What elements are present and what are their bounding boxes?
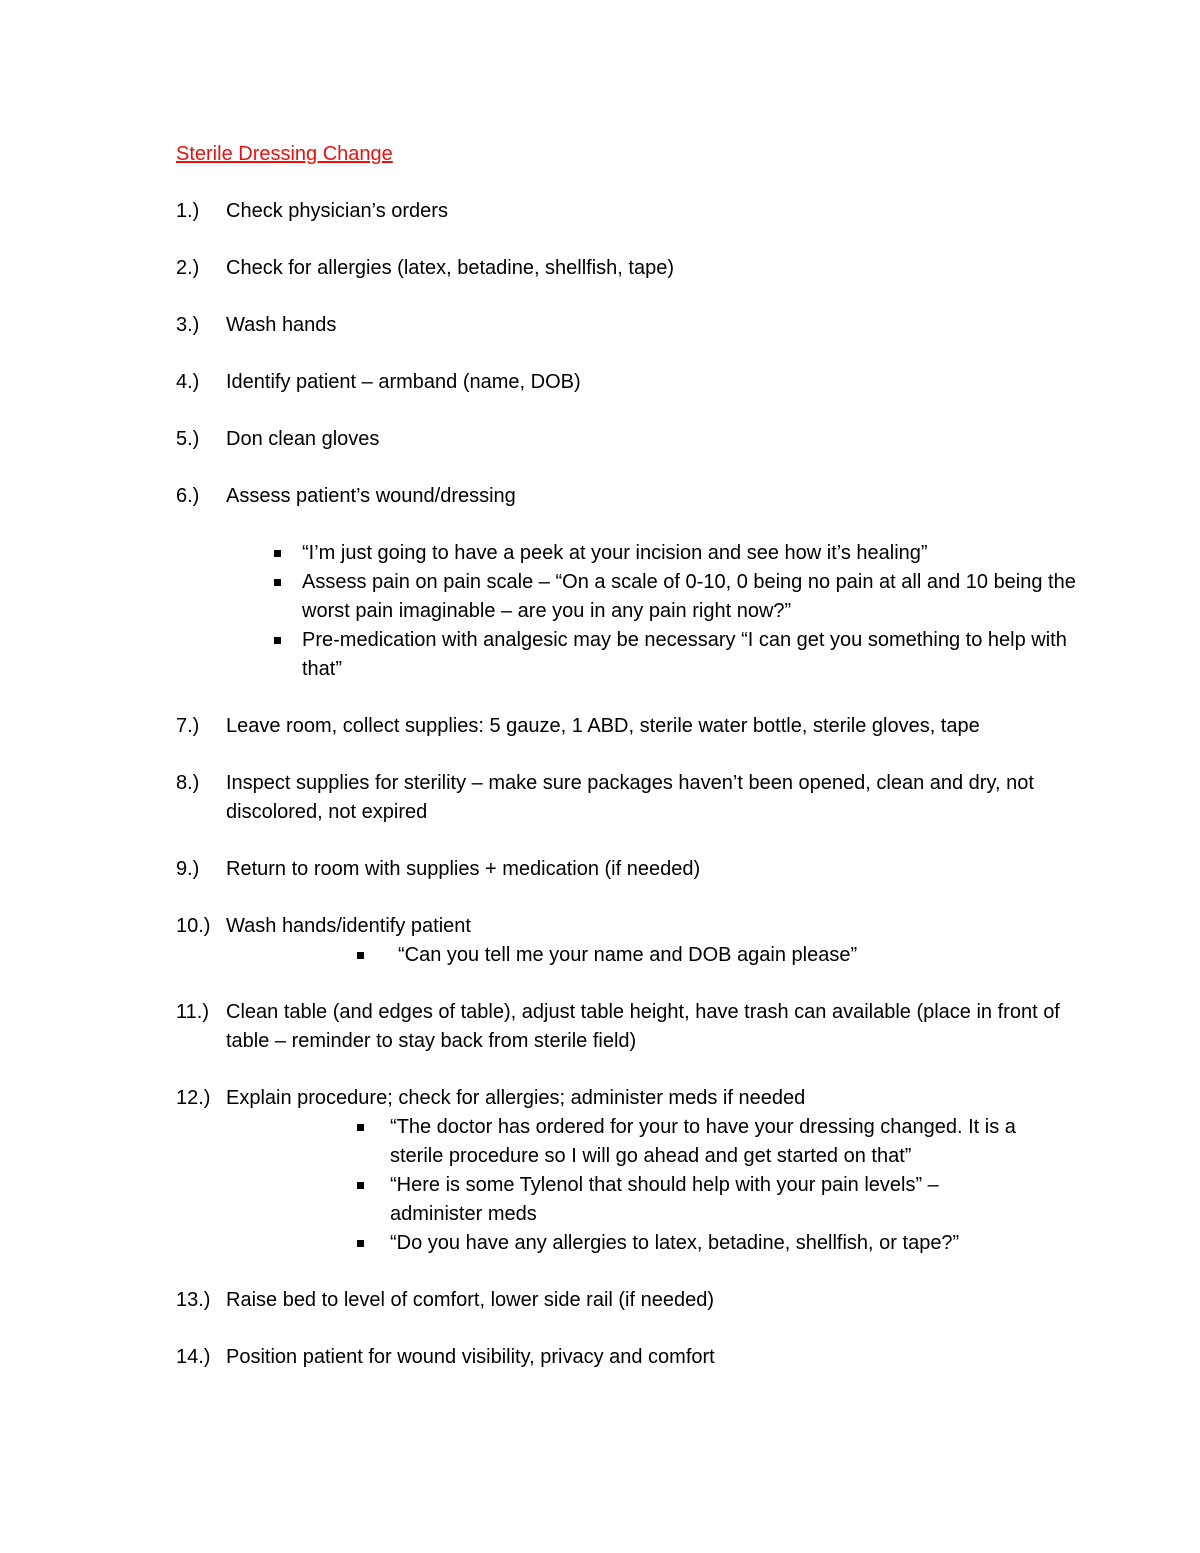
step-number: 8.) [176, 772, 200, 794]
document-title: Sterile Dressing Change [176, 143, 393, 165]
step-text: Raise bed to level of comfort, lower side rail (if needed) [226, 1289, 715, 1311]
step-number: 9.) [176, 858, 200, 880]
square-bullet-icon [274, 579, 281, 586]
step-number: 2.) [176, 257, 200, 279]
step-13 [176, 1286, 1076, 1315]
step-6-bullets [176, 511, 1076, 684]
step-3 [176, 311, 1076, 340]
step-text: Leave room, collect supplies: 5 gauze, 1 ABD, sterile water bottle, sterile gloves, tape [226, 715, 980, 737]
bullet-item: Assess pain on pain scale – “On a scale of 0-10, 0 being no pain at all and 10 being the worst pain imaginable – are you in any pain right now?” [176, 568, 1076, 626]
step-text: Position patient for wound visibility, privacy and comfort [226, 1346, 715, 1368]
step-text: Check for allergies (latex, betadine, shellfish, tape) [226, 257, 675, 279]
step-text: Wash hands/identify patient [226, 915, 471, 937]
square-bullet-icon [357, 1182, 364, 1189]
step-number: 4.) [176, 371, 200, 393]
step-10 [176, 912, 1076, 941]
step-4 [176, 368, 1076, 397]
bullet-item: “Can you tell me your name and DOB again please” [176, 941, 1076, 970]
step-5 [176, 425, 1076, 454]
step-8 [176, 769, 1076, 827]
step-number: 11.) [176, 1001, 209, 1023]
bullet-item: “The doctor has ordered for your to have your dressing changed. It is a sterile procedure so I will go ahead and get started on that” [176, 1113, 1076, 1171]
step-10-bullets [176, 941, 1076, 970]
step-11 [176, 998, 1076, 1056]
step-text: Explain procedure; check for allergies; administer meds if needed [226, 1087, 806, 1109]
bullet-item: Pre-medication with analgesic may be necessary “I can get you something to help with that” [176, 626, 1076, 684]
square-bullet-icon [274, 637, 281, 644]
step-number: 13.) [176, 1289, 211, 1311]
bullet-item: “Here is some Tylenol that should help with your pain levels” – administer meds [176, 1171, 1076, 1229]
step-12-bullets [176, 1113, 1076, 1258]
bullet-item: “Do you have any allergies to latex, betadine, shellfish, or tape?” [176, 1229, 1076, 1258]
step-text: Identify patient – armband (name, DOB) [226, 371, 581, 393]
step-1 [176, 197, 1076, 226]
step-number: 10.) [176, 915, 211, 937]
step-number: 12.) [176, 1087, 211, 1109]
bullet-item: “I’m just going to have a peek at your incision and see how it’s healing” [176, 539, 1076, 568]
step-12 [176, 1084, 1076, 1113]
step-text: Clean table (and edges of table), adjust table height, have trash can available (place in front of table – reminder to stay back from sterile field) [226, 1001, 1060, 1052]
step-number: 7.) [176, 715, 200, 737]
square-bullet-icon [357, 952, 364, 959]
square-bullet-icon [274, 550, 281, 557]
step-text: Don clean gloves [226, 428, 380, 450]
step-9 [176, 855, 1076, 884]
step-number: 6.) [176, 485, 200, 507]
step-number: 14.) [176, 1346, 211, 1368]
step-number: 5.) [176, 428, 200, 450]
step-number: 1.) [176, 200, 200, 222]
square-bullet-icon [357, 1240, 364, 1247]
step-text: Return to room with supplies + medication (if needed) [226, 858, 701, 880]
step-text: Check physician’s orders [226, 200, 448, 222]
step-7 [176, 712, 1076, 741]
step-text: Assess patient’s wound/dressing [226, 485, 516, 507]
square-bullet-icon [357, 1124, 364, 1131]
step-text: Wash hands [226, 314, 337, 336]
document-page [176, 140, 1076, 1400]
step-text: Inspect supplies for sterility – make sure packages haven’t been opened, clean and dry, not discolored, not expired [226, 772, 1034, 823]
step-6 [176, 482, 1076, 511]
step-14 [176, 1343, 1076, 1372]
step-number: 3.) [176, 314, 200, 336]
step-2 [176, 254, 1076, 283]
